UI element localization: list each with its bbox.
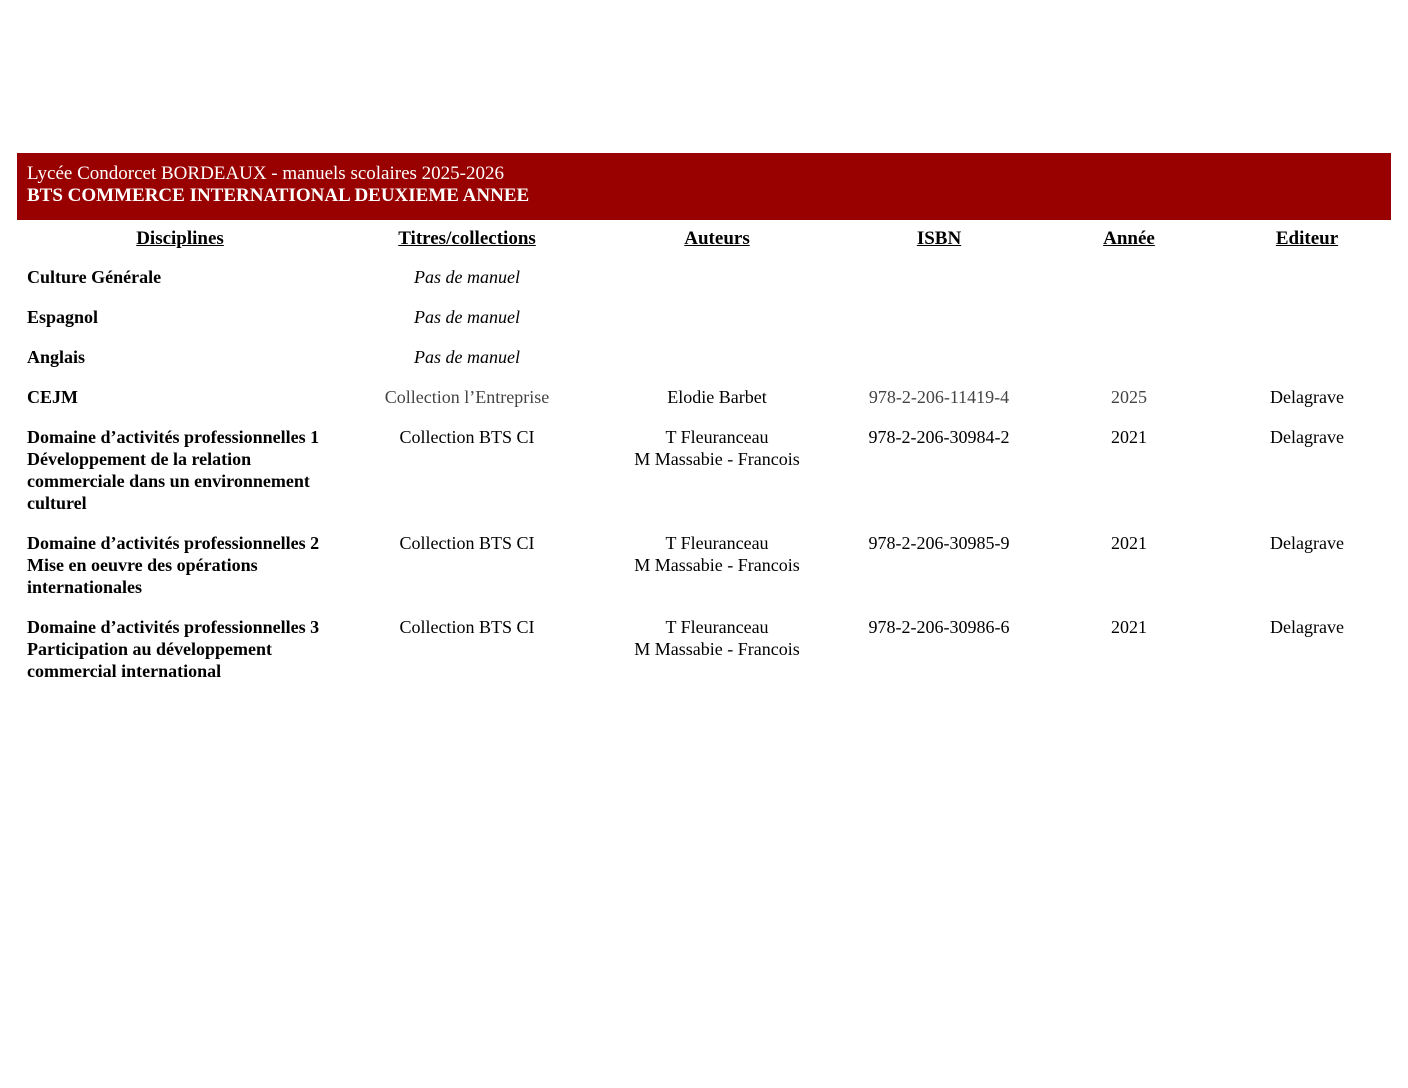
header-editeur: Editeur	[1275, 228, 1339, 249]
table-row	[17, 346, 1391, 386]
table-row	[17, 532, 1391, 616]
discipline-cell	[17, 346, 343, 386]
discipline-subtitle: Participation au développement commercial international	[27, 639, 272, 681]
authors-cell	[591, 386, 843, 426]
publisher-cell: Delagrave	[1270, 533, 1344, 553]
year-cell: 2021	[1111, 533, 1147, 553]
publisher-cell: Delagrave	[1270, 617, 1344, 637]
table-header-row	[17, 226, 1391, 266]
title-cell: Collection BTS CI	[399, 533, 535, 553]
isbn-cell	[843, 266, 1035, 306]
discipline-cell	[17, 266, 343, 306]
discipline-subtitle: Mise en oeuvre des opérations internationales	[27, 555, 258, 597]
discipline-cell	[17, 426, 343, 532]
school-title: Lycée Condorcet BORDEAUX - manuels scolaires 2025-2026	[27, 163, 505, 184]
author-line: Elodie Barbet	[667, 387, 767, 407]
isbn-cell: 978-2-206-11419-4	[868, 387, 1010, 407]
table-row	[17, 266, 1391, 306]
title-cell: Pas de manuel	[414, 307, 520, 327]
program-title: BTS COMMERCE INTERNATIONAL DEUXIEME ANNEE	[27, 185, 530, 206]
author-line: T Fleuranceau	[665, 617, 769, 637]
discipline-line: Anglais	[27, 347, 86, 367]
title-cell: Pas de manuel	[414, 347, 520, 367]
publisher-cell	[1223, 346, 1391, 386]
discipline-line: Domaine d’activités professionnelles 2	[27, 533, 320, 553]
authors-cell	[591, 346, 843, 386]
year-cell: 2021	[1111, 427, 1147, 447]
year-cell	[1035, 266, 1223, 306]
header-auteurs: Auteurs	[684, 228, 750, 249]
header-titres: Titres/collections	[398, 228, 536, 249]
discipline-line: Espagnol	[27, 307, 99, 327]
authors-cell	[591, 532, 843, 616]
table-row	[17, 306, 1391, 346]
author-line: T Fleuranceau	[665, 427, 769, 447]
year-cell	[1035, 346, 1223, 386]
discipline-line: Domaine d’activités professionnelles 3	[27, 617, 320, 637]
authors-cell	[591, 426, 843, 532]
year-cell: 2021	[1111, 617, 1147, 637]
discipline-line: CEJM	[27, 387, 78, 407]
authors-cell	[591, 266, 843, 306]
year-cell	[1035, 306, 1223, 346]
author-line: M Massabie - Francois	[634, 639, 800, 659]
title-cell: Pas de manuel	[414, 267, 520, 287]
document-header-banner	[17, 153, 1391, 220]
table-row	[17, 616, 1391, 700]
header-disciplines: Disciplines	[136, 228, 224, 249]
discipline-line: Culture Générale	[27, 267, 162, 287]
title-cell: Collection BTS CI	[399, 427, 535, 447]
header-isbn: ISBN	[916, 228, 962, 249]
discipline-line: Domaine d’activités professionnelles 1	[27, 427, 320, 447]
authors-cell	[591, 616, 843, 700]
isbn-cell: 978-2-206-30986-6	[868, 617, 1010, 637]
isbn-cell	[843, 346, 1035, 386]
discipline-cell	[17, 306, 343, 346]
discipline-cell	[17, 386, 343, 426]
publisher-cell: Delagrave	[1270, 427, 1344, 447]
author-line: M Massabie - Francois	[634, 449, 800, 469]
publisher-cell	[1223, 266, 1391, 306]
table-row	[17, 426, 1391, 532]
author-line: T Fleuranceau	[665, 533, 769, 553]
publisher-cell	[1223, 306, 1391, 346]
table-row	[17, 386, 1391, 426]
discipline-cell	[17, 616, 343, 700]
isbn-cell: 978-2-206-30985-9	[868, 533, 1010, 553]
header-annee: Année	[1103, 228, 1155, 249]
isbn-cell: 978-2-206-30984-2	[868, 427, 1010, 447]
textbook-table	[17, 226, 1391, 700]
title-cell: Collection BTS CI	[399, 617, 535, 637]
year-cell: 2025	[1111, 387, 1147, 407]
title-cell: Collection l’Entreprise	[384, 387, 550, 407]
isbn-cell	[843, 306, 1035, 346]
authors-cell	[591, 306, 843, 346]
discipline-subtitle: Développement de la relation commerciale dans un environnement culturel	[27, 449, 310, 513]
author-line: M Massabie - Francois	[634, 555, 800, 575]
publisher-cell: Delagrave	[1270, 387, 1344, 407]
discipline-cell	[17, 532, 343, 616]
